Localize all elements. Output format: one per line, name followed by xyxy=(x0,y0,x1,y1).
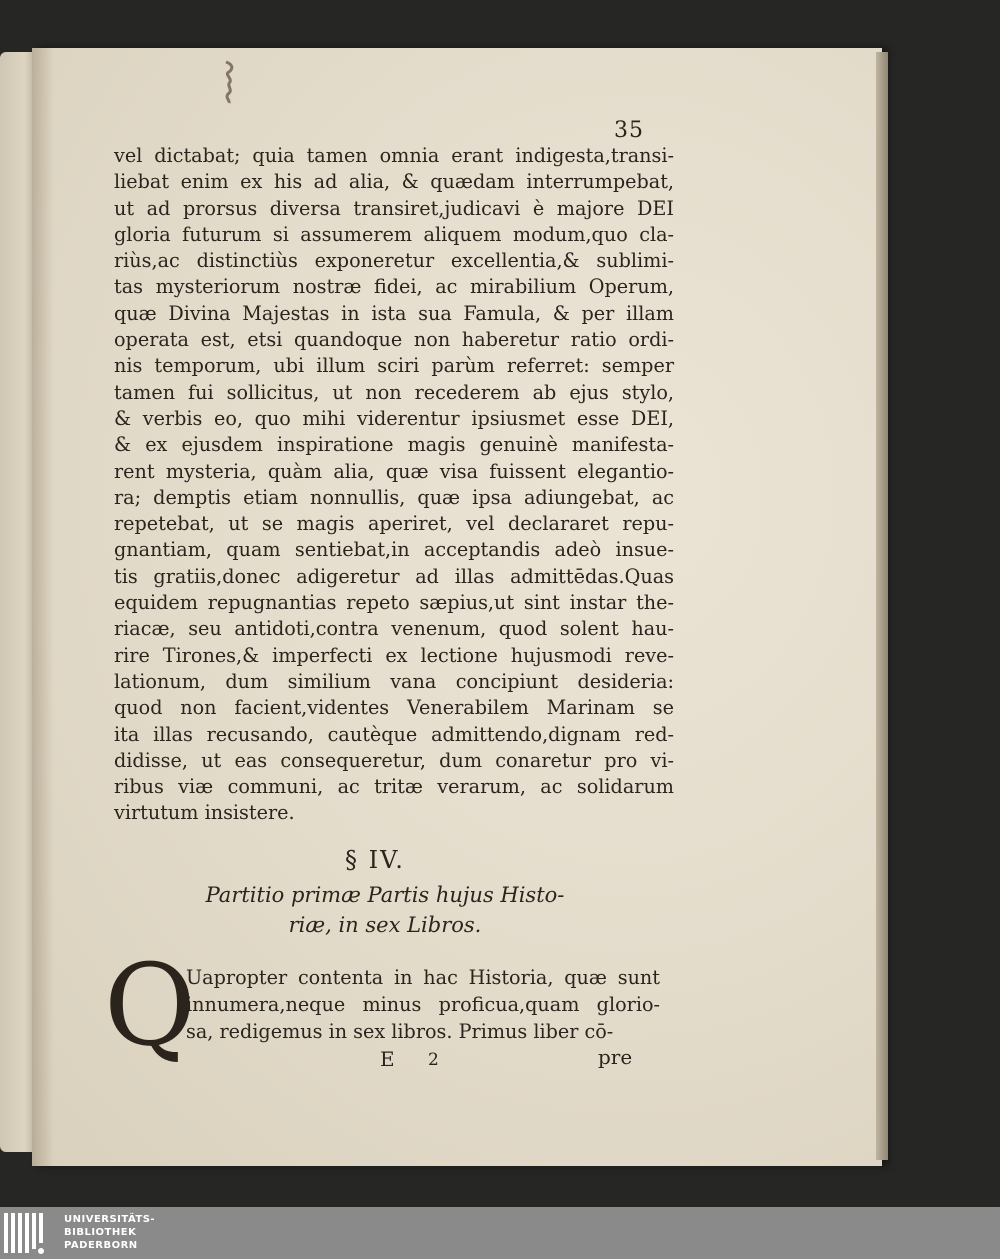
text-line: tamen fui sollicitus, ut non recederem ab ejus stylo, xyxy=(114,380,674,404)
library-logo-text xyxy=(64,1213,155,1252)
text-line: riùs,ac distinctiùs exponeretur excellentia,& sublimi- xyxy=(114,249,674,273)
text-line: virtutum insistere. xyxy=(114,801,295,825)
drop-cap-initial: Q xyxy=(104,941,196,1071)
text-line: ribus viæ communi, ac tritæ verarum, ac solidarum xyxy=(114,775,674,799)
text-line: lationum, dum similium vana concipiunt desideria: xyxy=(114,669,674,693)
catchword: pre xyxy=(598,1045,633,1069)
text-line: sa, redigemus in sex libros. Primus liber cō- xyxy=(186,1020,614,1043)
library-footer-bar xyxy=(0,1207,1000,1259)
text-line: Uapropter contenta in hac Historia, quæ sunt xyxy=(186,966,660,989)
signature-mark: E xyxy=(380,1047,395,1071)
logo-line-2: BIBLIOTHEK xyxy=(64,1227,137,1238)
ink-blot-mark xyxy=(218,60,240,104)
logo-line-3: PADERBORN xyxy=(64,1240,138,1251)
logo-line-1: UNIVERSITÄTS- xyxy=(64,1214,156,1225)
section-title-line-2: riæ, in sex Libros. xyxy=(288,913,482,937)
text-line: riacæ, seu antidoti,contra venenum, quod solent hau- xyxy=(114,617,674,641)
text-line: repetebat, ut se magis aperiret, vel declararet repu- xyxy=(114,512,674,536)
page-number: 35 xyxy=(614,118,644,143)
body-paragraph xyxy=(114,143,674,827)
page-gutter-shadow xyxy=(32,48,54,1166)
text-line: tas mysteriorum nostræ fidei, ac mirabilium Operum, xyxy=(114,275,674,299)
text-line: rire Tirones,& imperfecti ex lectione hujusmodi reve- xyxy=(114,643,674,667)
text-line: operata est, etsi quandoque non haberetur ratio ordi- xyxy=(114,328,674,352)
library-logo-icon xyxy=(4,1211,48,1255)
text-line: & ex ejusdem inspiratione magis genuinè manifesta- xyxy=(114,433,674,457)
text-line: quæ Divina Majestas in ista sua Famula, & per illam xyxy=(114,301,674,325)
text-line: didisse, ut eas consequeretur, dum conaretur pro vi- xyxy=(114,748,674,772)
text-line: gloria futurum si assumerem aliquem modum,quo cla- xyxy=(114,222,674,246)
right-page-edge xyxy=(876,52,888,1160)
text-line: gnantiam, quam sentiebat,in acceptandis adeò insue- xyxy=(114,538,674,562)
second-paragraph xyxy=(186,964,660,1045)
text-line: rent mysteria, quàm alia, quæ visa fuissent elegantio- xyxy=(114,459,674,483)
section-heading: § IV. xyxy=(345,846,405,874)
text-line: ita illas recusando, cautèque admittendo,dignam red- xyxy=(114,722,674,746)
text-line: tis gratiis,donec adigeretur ad illas admittēdas.Quas xyxy=(114,564,674,588)
section-title-line-1: Partitio primæ Partis hujus Histo- xyxy=(205,883,565,907)
text-line: liebat enim ex his ad alia, & quædam interrumpebat, xyxy=(114,170,674,194)
text-line: quod non facient,videntes Venerabilem Marinam se xyxy=(114,696,674,720)
text-line: equidem repugnantias repeto sæpius,ut sint instar the- xyxy=(114,591,674,615)
signature-number: 2 xyxy=(428,1050,439,1070)
text-line: innumera,neque minus proficua,quam glorio- xyxy=(186,993,660,1016)
text-line: vel dictabat; quia tamen omnia erant indigesta,transi- xyxy=(114,144,674,167)
text-line: ut ad prorsus diversa transiret,judicavi è majore DEI xyxy=(114,196,674,220)
text-line: & verbis eo, quo mihi viderentur ipsiusmet esse DEI, xyxy=(114,406,674,430)
text-line: ra; demptis etiam nonnullis, quæ ipsa adiungebat, ac xyxy=(114,485,674,509)
text-line: nis temporum, ubi illum sciri parùm referret: semper xyxy=(114,354,674,378)
